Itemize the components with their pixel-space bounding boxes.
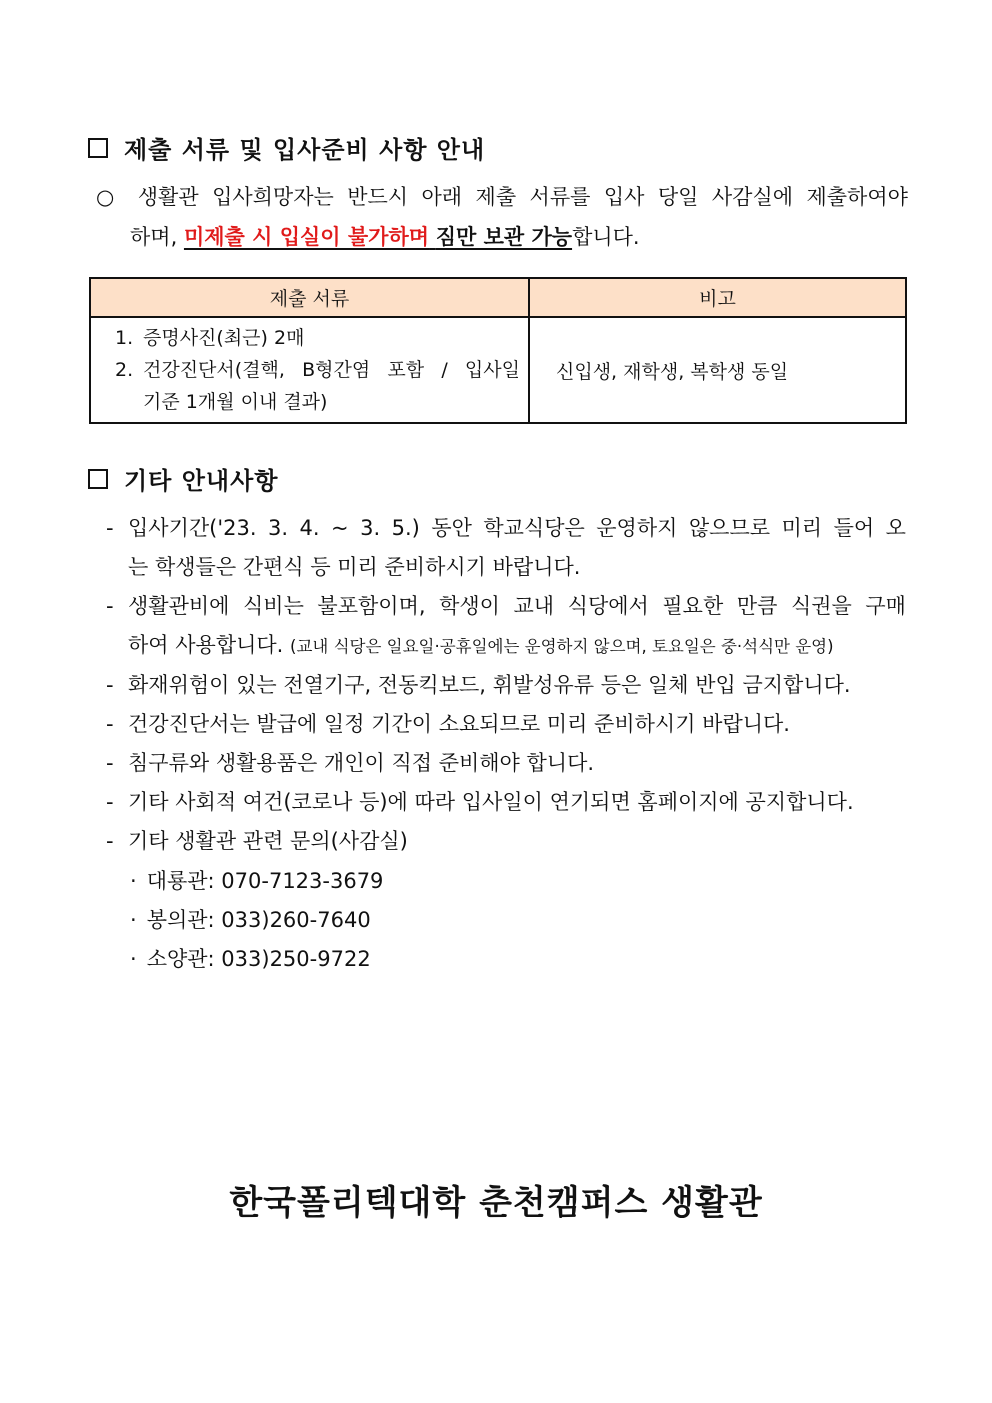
contact-list (130, 862, 383, 979)
word: 만큼 (736, 594, 778, 618)
list-item (106, 666, 906, 705)
word: 서류를 (529, 185, 591, 209)
word: B형간염 (302, 359, 371, 381)
circle-bullet-icon: ○ (96, 185, 115, 209)
list-item (106, 744, 906, 783)
item-text-continued: 기준 1개월 이내 결과) (143, 391, 328, 413)
emphasis-underlined (184, 217, 572, 257)
word: 입사희망자는 (212, 185, 334, 209)
table-header-documents: 제출 서류 (90, 278, 529, 317)
section-title: 제출 서류 및 입사준비 사항 안내 (124, 136, 486, 164)
table-header-remarks: 비고 (529, 278, 906, 317)
item-text: 건강진단서는 발급에 일정 기간이 소요되므로 미리 준비하시기 바랍니다. (128, 712, 790, 736)
list-item (106, 783, 906, 822)
word: 생활관 (137, 185, 199, 209)
word: 불포함이며, (317, 594, 426, 618)
word: 입사일 (464, 359, 520, 381)
word: 필요한 (662, 594, 724, 618)
storage-only-text: 짐만 보관 가능 (435, 225, 573, 249)
table-row (90, 317, 906, 423)
item-number: 2. (115, 359, 134, 381)
dot-bullet: · (130, 908, 137, 932)
contact-text: 대룡관: 070-7123-3679 (146, 869, 384, 893)
word: 4. (299, 516, 320, 540)
intro-text-end: 합니다. (572, 225, 640, 249)
word: 운영하지 (596, 516, 678, 540)
continued-text: 하여 사용합니다. (128, 633, 284, 657)
word: 생활관비에 (128, 594, 230, 618)
word: 건강진단서(결핵, (143, 359, 285, 381)
item-text: 기타 사회적 여건(코로나 등)에 따라 입사일이 연기되면 홈페이지에 공지합니다. (128, 790, 854, 814)
dash-bullet: - (106, 751, 114, 775)
contact-item (130, 862, 383, 901)
item-text: 증명사진(최근) 2매 (143, 327, 305, 349)
dot-bullet: · (130, 869, 137, 893)
item-text-continued (106, 626, 906, 666)
item-number: 1. (115, 327, 134, 349)
word: 교내 (513, 594, 555, 618)
intro-text: 하며, (130, 225, 178, 249)
list-item (106, 705, 906, 744)
word: 학생이 (439, 594, 500, 618)
intro-paragraph (96, 177, 908, 257)
item-text (128, 587, 906, 626)
word: 반드시 (347, 185, 409, 209)
item-text: 기타 생활관 관련 문의(사감실) (128, 829, 408, 853)
list-item (106, 509, 906, 548)
word: 제출 (475, 185, 517, 209)
dash-bullet: - (106, 516, 114, 540)
list-item (115, 354, 520, 386)
item-text-continued: 는 학생들은 간편식 등 미리 준비하시기 바랍니다. (128, 555, 581, 579)
word: 구매 (865, 594, 906, 618)
notice-list (106, 509, 906, 861)
word: 당일 (657, 185, 699, 209)
word: 사감실에 (711, 185, 794, 209)
dash-bullet: - (106, 712, 114, 736)
word: 입사기간('23. (128, 516, 257, 540)
checkbox-square-icon (88, 469, 108, 489)
word: 3. (360, 516, 381, 540)
dot-bullet: · (130, 947, 137, 971)
word: 아래 (421, 185, 463, 209)
item-text (128, 509, 906, 548)
word: 학교식당은 (483, 516, 585, 540)
dash-bullet: - (106, 829, 114, 853)
word: 오 (885, 516, 906, 540)
checkbox-square-icon (88, 138, 108, 158)
section-heading-submission (88, 130, 485, 165)
contact-item (130, 901, 383, 940)
intro-line-2 (96, 217, 908, 257)
dash-bullet: - (106, 790, 114, 814)
remarks-text: 신입생, 재학생, 복학생 동일 (556, 360, 789, 383)
item-text: 침구류와 생활용품은 개인이 직접 준비해야 합니다. (128, 751, 595, 775)
word: 입사 (603, 185, 645, 209)
word: ~ (331, 516, 349, 540)
word: 포함 (387, 359, 425, 381)
document-list-cell (90, 317, 529, 423)
footer-institution-name: 한국폴리텍대학 춘천캠퍼스 생활관 (229, 1183, 763, 1223)
remarks-cell (529, 317, 906, 423)
word: 3. (267, 516, 289, 540)
word: / (441, 359, 448, 381)
section-heading-other (88, 461, 278, 496)
section-title: 기타 안내사항 (124, 467, 279, 495)
word: 식당에서 (567, 594, 649, 618)
word: 동안 (431, 516, 472, 540)
intro-line-1 (96, 177, 908, 217)
list-item (115, 322, 520, 354)
dash-bullet: - (106, 594, 114, 618)
warning-text: 미제출 시 입실이 불가하며 (183, 225, 430, 249)
item-text: 화재위험이 있는 전열기구, 전동킥보드, 휘발성유류 등은 일체 반입 금지합니다. (128, 673, 851, 697)
dash-bullet: - (106, 673, 114, 697)
word: 식권을 (790, 594, 852, 618)
list-item (106, 587, 906, 626)
word: 5.) (391, 516, 420, 540)
cafeteria-hours-note: (교내 식당은 일요일·공휴일에는 운영하지 않으며, 토요일은 중·석식만 운영) (290, 637, 834, 656)
item-text (143, 354, 520, 386)
word: 제출하여야 (806, 185, 908, 209)
list-item (106, 822, 906, 861)
contact-text: 소양관: 033)250-9722 (146, 947, 371, 971)
documents-table (89, 277, 907, 424)
contact-item (130, 940, 383, 979)
word: 않으므로 (688, 516, 771, 540)
word: 미리 (781, 516, 823, 540)
word: 식비는 (243, 594, 304, 618)
table-header-row (90, 278, 906, 317)
word: 들어 (833, 516, 875, 540)
contact-text: 봉의관: 033)260-7640 (146, 908, 371, 932)
